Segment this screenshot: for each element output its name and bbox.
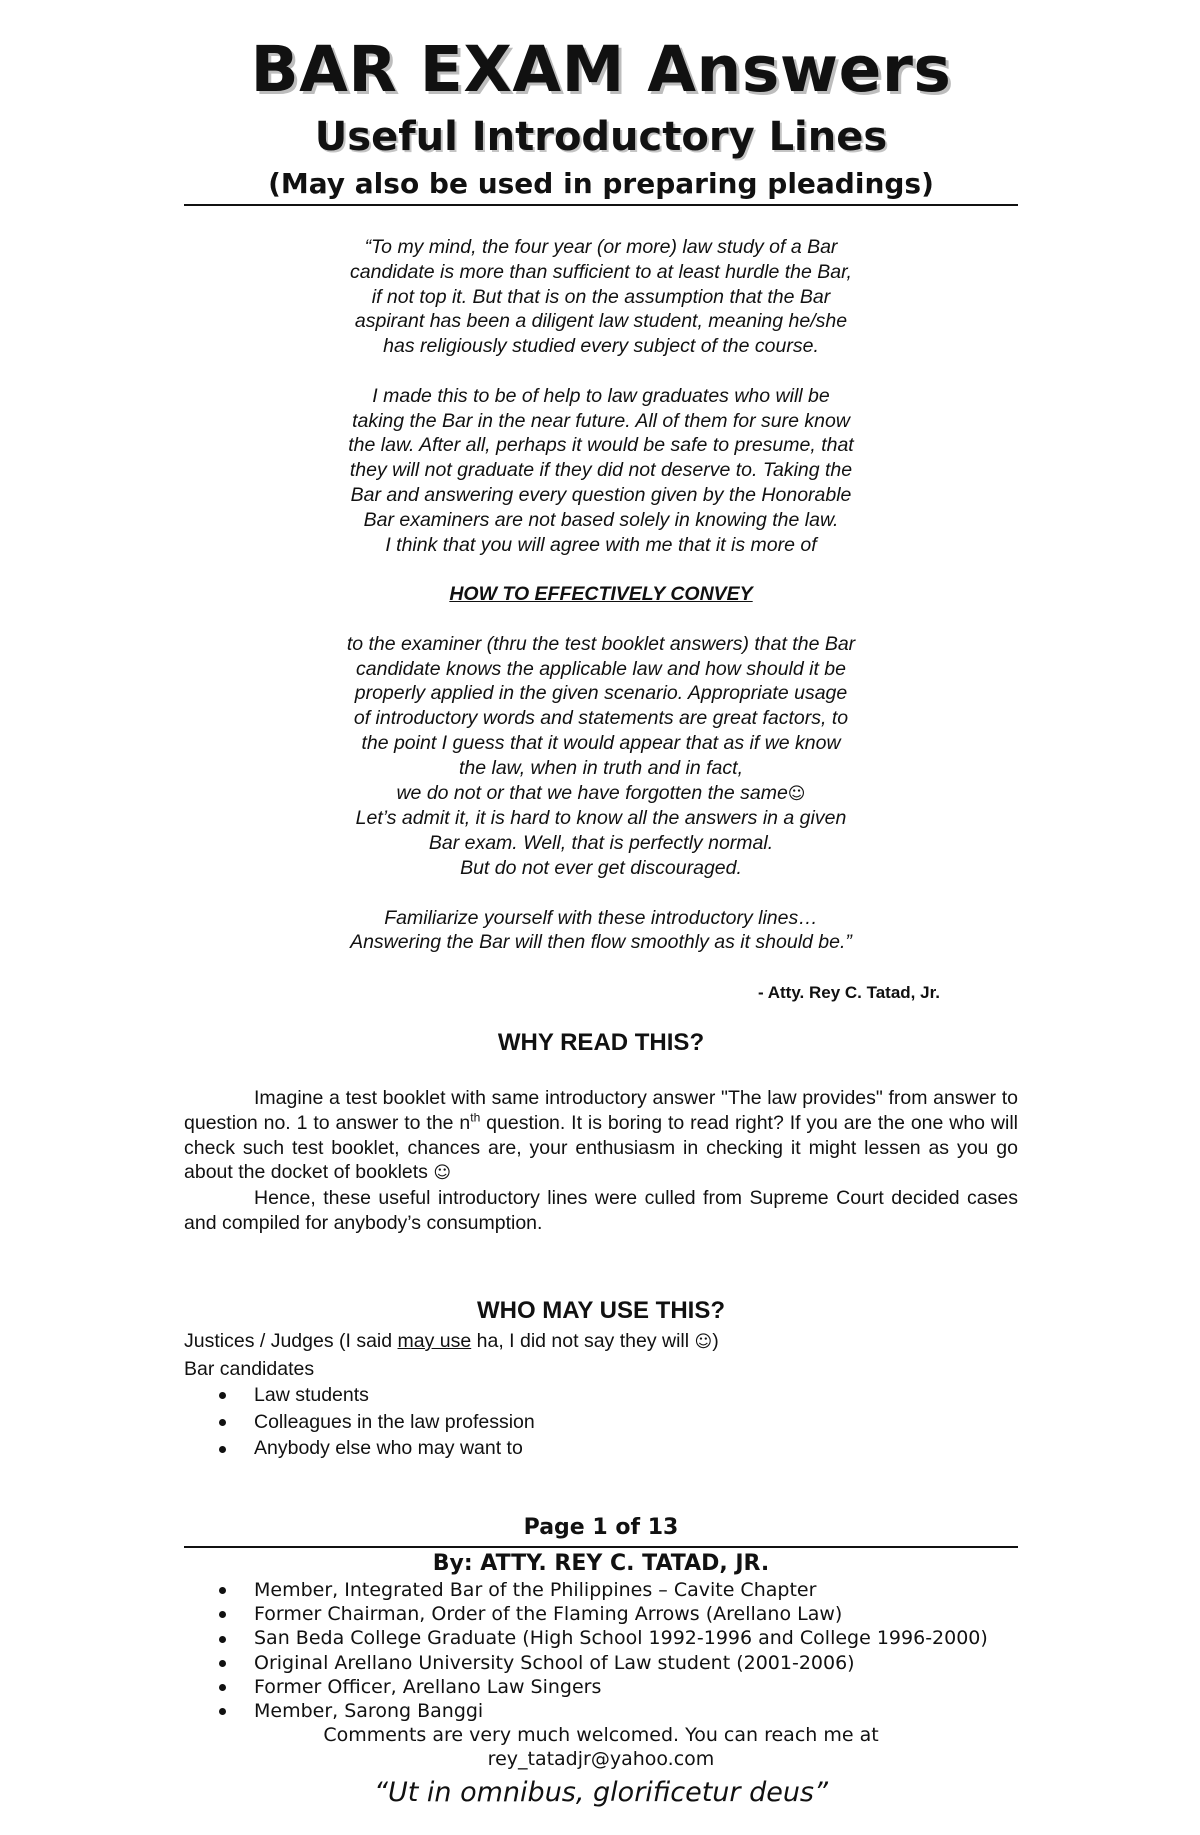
why-paragraph-1: Imagine a test booklet with same introductory answer "The law provides" from answer to question no. 1 to answer to the $n^{th}$ question. It is boring to read right? If you are the one who will check such test booklet, chances are, your enthusiasm in checking it might lessen as you go about the docket of booklets ☺ — [184, 1087, 1018, 1184]
list-item: Former Officer, Arellano Law Singers — [184, 1675, 1018, 1699]
who-bullet-list — [184, 1382, 1018, 1462]
byline: By: ATTY. REY C. TATAD, JR. — [432, 1551, 770, 1576]
why-paragraph-2: Hence, these useful introductory lines were culled from Supreme Court decided cases and compiled for anybody’s consumption. — [184, 1187, 1018, 1234]
quote-paragraph-2: I made this to be of help to law graduates who will be taking the Bar in the near future. All of them for sure know the law. After all, perhaps it would be safe to presume, that they will not graduate if they did not deserve to. Taking the Bar and answering every question given by the Honorable Bar examiners are not based solely in knowing the law. I think that you will agree with me that it is more of — [348, 384, 854, 556]
list-item: Law students — [184, 1382, 1018, 1409]
list-item: Anybody else who may want to — [184, 1435, 1018, 1462]
who-line-1: Justices / Judges (I said may use ha, I did not say they will ☺) — [184, 1330, 719, 1352]
quote-heading: HOW TO EFFECTIVELY CONVEY — [449, 583, 753, 606]
who-line-2: Bar candidates — [184, 1357, 315, 1380]
credentials — [184, 1578, 1018, 1723]
credentials-list — [184, 1578, 1018, 1723]
why-heading: WHY READ THIS? — [497, 1029, 705, 1056]
contact-info — [184, 1723, 1018, 1771]
list-item: Former Chairman, Order of the Flaming Arrows (Arellano Law) — [184, 1602, 1018, 1626]
contact-email: rey_tatadjr@yahoo.com — [487, 1748, 715, 1770]
smiley-icon: ☺ — [694, 1332, 713, 1352]
smiley-icon: ☺ — [787, 783, 806, 804]
subtitle-note: (May also be used in preparing pleadings) — [268, 167, 934, 200]
motto: “Ut in omnibus, glorificetur deus” — [374, 1777, 828, 1808]
who-heading: WHO MAY USE THIS? — [476, 1297, 726, 1324]
header-rule — [184, 204, 1018, 206]
footer-rule — [184, 1546, 1018, 1548]
contact-text: Comments are very much welcomed. You can reach me at — [323, 1724, 879, 1746]
quote-author: - Atty. Rey C. Tatad, Jr. — [757, 983, 940, 1002]
why-body — [184, 1086, 1018, 1236]
list-item: Member, Integrated Bar of the Philippines – Cavite Chapter — [184, 1578, 1018, 1602]
document-title: BAR EXAM Answers — [250, 33, 952, 106]
list-item: Member, Sarong Banggi — [184, 1699, 1018, 1723]
quote-paragraph-3-line: we do not or that we have forgotten the same☺ — [396, 781, 806, 804]
intro-quote — [184, 235, 1018, 955]
page-number: Page 1 of 13 — [523, 1515, 679, 1540]
who-body — [184, 1328, 1018, 1462]
smiley-icon: ☺ — [433, 1163, 452, 1184]
list-item: Original Arellano University School of Law student (2001-2006) — [184, 1651, 1018, 1675]
quote-paragraph-4: Familiarize yourself with these introductory lines… Answering the Bar will then flow smoothly as it should be.” — [350, 906, 852, 954]
document-subtitle: Useful Introductory Lines — [314, 114, 888, 160]
list-item: San Beda College Graduate (High School 1992-1996 and College 1996-2000) — [184, 1626, 1018, 1650]
list-item: Colleagues in the law profession — [184, 1409, 1018, 1436]
quote-paragraph-3-rest: Let’s admit it, it is hard to know all the answers in a given Bar exam. Well, that is perfectly normal. But do not ever get discouraged. — [355, 807, 847, 879]
quote-paragraph-1: “To my mind, the four year (or more) law study of a Bar candidate is more than sufficient to at least hurdle the Bar, if not top it. But that is on the assumption that the Bar aspirant has been a diligent law student, meaning he/she has religiously studied every subject of the course. — [350, 236, 852, 358]
quote-paragraph-3: to the examiner (thru the test booklet answers) that the Bar candidate knows the applicable law and how should it be properly applied in the given scenario. Appropriate usage of introductory words and statements are great factors, to the point I guess that it would appear that as if we know the law, when in truth and in fact, — [346, 632, 856, 779]
